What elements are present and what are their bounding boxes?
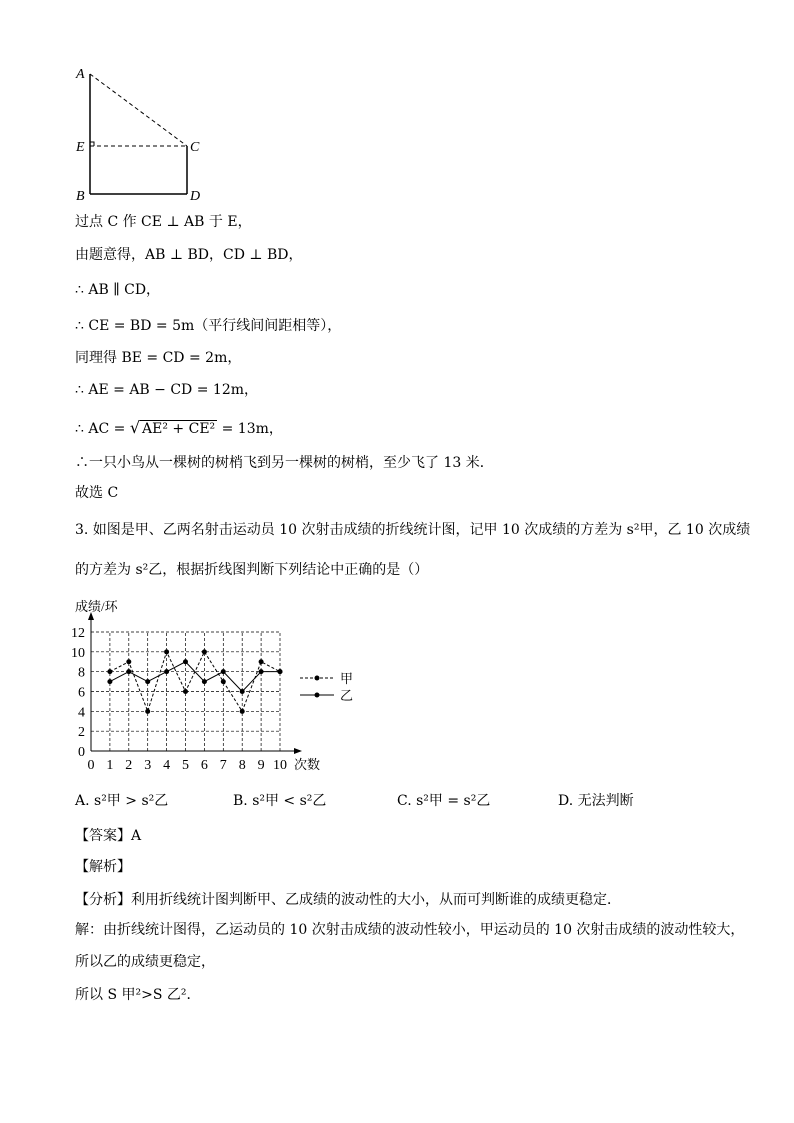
y-tick-label: 12 [71, 626, 85, 641]
solution3-line2: 所以乙的成绩更稳定， [75, 954, 215, 970]
solution-line-1: 过点 C 作 CE ⊥ AB 于 E， [75, 214, 252, 230]
data-point [145, 679, 150, 684]
solution3-line3: 所以 S 甲²>S 乙²． [75, 987, 201, 1003]
legend-label-1: 乙 [340, 688, 354, 703]
x-tick-label: 2 [125, 758, 133, 773]
y-tick-label: 10 [71, 645, 85, 661]
geometry-figure [70, 60, 220, 210]
solution-line-5: 同理得 BE = CD = 2m， [75, 350, 242, 366]
solution-line-3: ∴ AB ∥ CD， [75, 282, 161, 298]
label-A: A [76, 67, 85, 82]
analysis-title: 【解析】 [75, 859, 131, 875]
x-axis-label: 次数 [294, 757, 321, 772]
solution-line-9: 故选 C [75, 485, 119, 501]
x-tick-label: 10 [273, 758, 287, 773]
answer-line: 【答案】A [75, 828, 142, 844]
series-line-1 [110, 662, 280, 692]
data-point [259, 669, 264, 674]
data-point [259, 659, 264, 664]
label-D: D [190, 189, 201, 204]
data-point [183, 659, 188, 664]
data-point [164, 649, 169, 654]
data-point [202, 679, 207, 684]
analysis-text: 【分析】利用折线统计图判断甲、乙成绩的波动性的大小，从而可判断谁的成绩更稳定． [75, 892, 621, 908]
ac-suffix: = 13m， [221, 421, 283, 437]
x-tick-label: 0 [87, 758, 95, 773]
data-point [145, 709, 150, 714]
data-point [278, 669, 283, 674]
ac-prefix: ∴ AC = [75, 421, 126, 437]
x-tick-label: 8 [238, 758, 246, 773]
x-tick-label: 5 [182, 758, 189, 773]
solution-line-8: ∴一只小鸟从一棵树的树梢飞到另一棵树的树梢，至少飞了 13 米． [75, 455, 494, 471]
solution-line-7 [75, 418, 283, 439]
data-point [202, 649, 207, 654]
y-tick-label: 8 [78, 665, 85, 681]
data-point [183, 689, 188, 694]
data-point [240, 689, 245, 694]
y-tick-label: 2 [78, 725, 85, 741]
series-line-0 [110, 652, 280, 712]
y-tick-label: 0 [78, 745, 85, 760]
data-point [221, 679, 226, 684]
label-E: E [76, 140, 85, 155]
x-tick-label: 6 [200, 758, 208, 773]
data-point [107, 679, 112, 684]
question3-line1: 3. 如图是甲、乙两名射击运动员 10 次射击成绩的折线统计图，记甲 10 次成绩的方差为 s²甲，乙 10 次成绩 [75, 522, 751, 538]
option-c[interactable]: C. s²甲 = s²乙 [397, 793, 491, 809]
question3-line2: 的方差为 s²乙，根据折线图判断下列结论中正确的是（） [75, 562, 429, 578]
solution3-line1: 解：由折线统计图得，乙运动员的 10 次射击成绩的波动性较小，甲运动员的 10 次射击成绩的波动性较大， [75, 922, 745, 938]
label-B: B [76, 189, 85, 204]
y-tick-label: 4 [78, 705, 85, 721]
y-tick-label: 6 [78, 685, 85, 701]
x-tick-label: 4 [163, 758, 171, 773]
data-point [240, 709, 245, 714]
legend-marker-0 [315, 676, 320, 681]
legend-marker-1 [315, 693, 320, 698]
solution-line-4: ∴ CE = BD = 5m（平行线间间距相等）， [75, 318, 342, 334]
option-a[interactable]: A. s²甲 > s²乙 [75, 793, 169, 809]
data-point [164, 669, 169, 674]
segment-AC [90, 74, 187, 146]
x-axis-arrow [294, 748, 302, 754]
sqrt-sign: √ [129, 418, 141, 437]
data-point [107, 669, 112, 674]
sqrt-radicand: AE² + CE² [142, 421, 216, 437]
solution-line-2: 由题意得，AB ⊥ BD，CD ⊥ BD， [75, 247, 303, 263]
data-point [126, 659, 131, 664]
solution-line-6: ∴ AE = AB − CD = 12m， [75, 382, 259, 398]
option-d[interactable]: D. 无法判断 [558, 793, 634, 809]
x-tick-label: 9 [257, 758, 265, 773]
label-C: C [190, 140, 200, 155]
option-b[interactable]: B. s²甲 < s²乙 [233, 793, 327, 809]
data-point [126, 669, 131, 674]
x-tick-label: 7 [219, 758, 227, 773]
legend-label-0: 甲 [340, 671, 354, 686]
x-tick-label: 3 [144, 758, 152, 773]
data-point [221, 669, 226, 674]
x-tick-label: 1 [106, 758, 114, 773]
line-chart [0, 590, 400, 780]
y-axis-label: 成绩/环 [75, 599, 118, 614]
